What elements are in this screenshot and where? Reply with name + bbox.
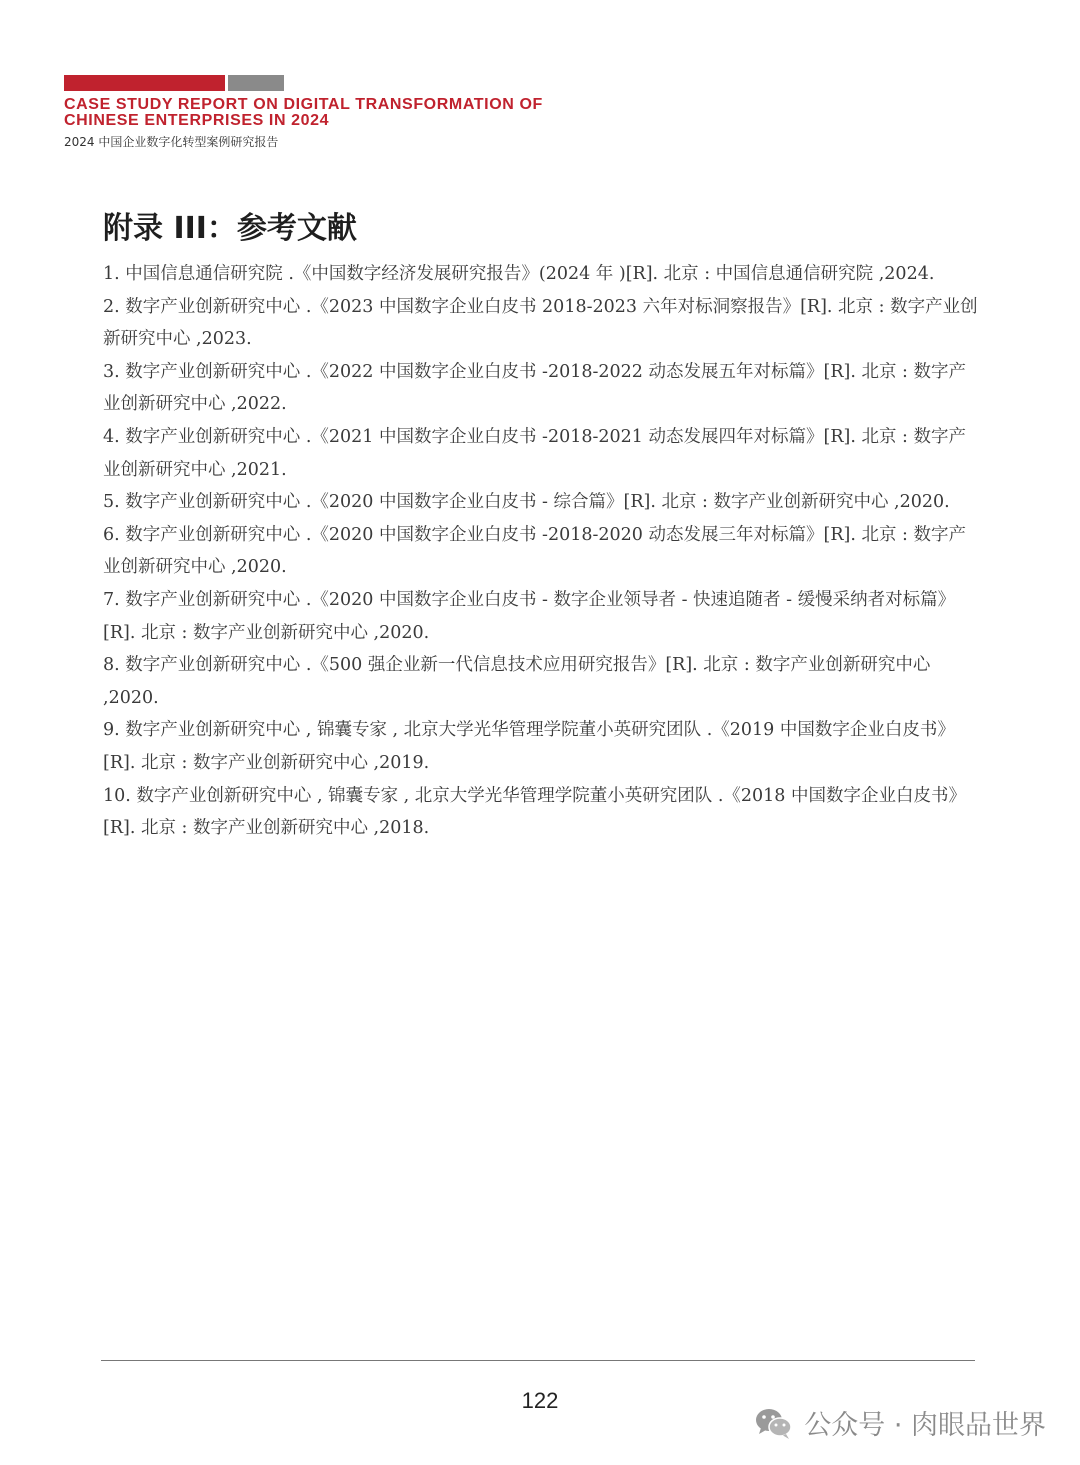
page-number: 122 bbox=[521, 1388, 559, 1413]
report-title-en bbox=[64, 97, 624, 129]
reference-item: 8. 数字产业创新研究中心 .《500 强企业新一代信息技术应用研究报告》[R]. 北京 : 数字产业创新研究中心 ,2020. bbox=[103, 655, 931, 708]
reference-list bbox=[103, 258, 983, 845]
reference-item: 4. 数字产业创新研究中心 .《2021 中国数字企业白皮书 -2018-2021 动态发展四年对标篇》[R]. 北京 : 数字产业创新研究中心 ,2021. bbox=[103, 426, 966, 480]
header-accent-bar-red bbox=[64, 75, 225, 91]
watermark bbox=[754, 1403, 1046, 1442]
section-title: 附录 III：参考文献 bbox=[103, 211, 357, 246]
reference-item: 7. 数字产业创新研究中心 .《2020 中国数字企业白皮书 - 数字企业领导者 - 快速追随者 - 缓慢采纳者对标篇》[R]. 北京 : 数字产业创新研究中心 ,2020. bbox=[103, 589, 956, 643]
report-title-cn: 2024 中国企业数字化转型案例研究报告 bbox=[64, 135, 279, 149]
watermark-text: 公众号 · 肉眼品世界 bbox=[804, 1410, 1046, 1441]
report-title-en-line2: CHINESE ENTERPRISES IN 2024 bbox=[64, 112, 330, 129]
reference-item: 3. 数字产业创新研究中心 .《2022 中国数字企业白皮书 -2018-2022 动态发展五年对标篇》[R]. 北京 : 数字产业创新研究中心 ,2022. bbox=[103, 361, 966, 415]
reference-item: 10. 数字产业创新研究中心 , 锦囊专家 , 北京大学光华管理学院董小英研究团队 .《2018 中国数字企业白皮书》[R]. 北京 : 数字产业创新研究中心 ,2018. bbox=[103, 785, 966, 839]
report-title-en-line1: CASE STUDY REPORT ON DIGITAL TRANSFORMATION OF bbox=[64, 96, 543, 113]
reference-item: 6. 数字产业创新研究中心 .《2020 中国数字企业白皮书 -2018-2020 动态发展三年对标篇》[R]. 北京 : 数字产业创新研究中心 ,2020. bbox=[103, 524, 966, 578]
reference-item: 5. 数字产业创新研究中心 .《2020 中国数字企业白皮书 - 综合篇》[R]. 北京 : 数字产业创新研究中心 ,2020. bbox=[103, 492, 950, 513]
reference-item: 2. 数字产业创新研究中心 .《2023 中国数字企业白皮书 2018-2023 六年对标洞察报告》[R]. 北京 : 数字产业创新研究中心 ,2023. bbox=[103, 296, 978, 350]
reference-item: 9. 数字产业创新研究中心 , 锦囊专家 , 北京大学光华管理学院董小英研究团队 .《2019 中国数字企业白皮书》[R]. 北京 : 数字产业创新研究中心 ,2019. bbox=[103, 720, 955, 773]
footer-divider bbox=[101, 1360, 975, 1361]
header-accent-bar-gray bbox=[228, 75, 284, 91]
wechat-icon bbox=[754, 1406, 794, 1440]
reference-item: 1. 中国信息通信研究院 .《中国数字经济发展研究报告》(2024 年 )[R]. 北京 : 中国信息通信研究院 ,2024. bbox=[103, 264, 935, 284]
